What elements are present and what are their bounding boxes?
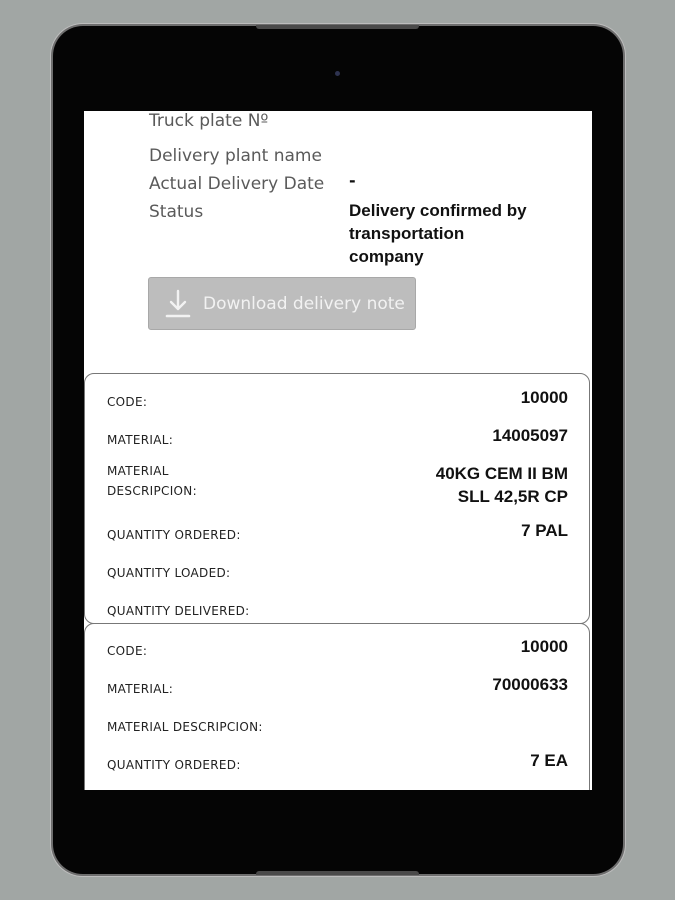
material-label: MATERIAL:	[107, 682, 174, 696]
material-description-label-line-1: MATERIAL	[107, 464, 169, 478]
download-label: Download delivery note	[203, 293, 405, 314]
material-description-label: MATERIAL DESCRIPCION:	[107, 720, 263, 734]
code-value: 10000	[520, 637, 568, 656]
actual-delivery-date-value: -	[349, 171, 356, 190]
material-description-label-line-2: DESCRIPCION:	[107, 484, 197, 498]
quantity-loaded-label: QUANTITY LOADED:	[107, 566, 231, 580]
delivery-plant-label: Delivery plant name	[149, 146, 322, 166]
material-value: 70000633	[492, 675, 568, 694]
quantity-ordered-label: QUANTITY ORDERED:	[107, 758, 241, 772]
material-description-value-line-2: SLL 42,5R CP	[457, 487, 568, 506]
status-label: Status	[149, 202, 204, 222]
item-card-1[interactable]	[84, 373, 590, 624]
truck-plate-label: Truck plate Nº	[149, 111, 269, 131]
material-description-value-line-1: 40KG CEM II BM	[435, 464, 568, 483]
code-value: 10000	[520, 388, 568, 407]
device-top-edge	[256, 25, 419, 29]
device-bottom-edge	[256, 871, 419, 875]
item-card-2[interactable]	[84, 623, 590, 790]
tablet-device	[53, 26, 623, 874]
material-label: MATERIAL:	[107, 433, 174, 447]
quantity-ordered-label: QUANTITY ORDERED:	[107, 528, 241, 542]
code-label: CODE:	[107, 395, 148, 409]
status-value: Delivery confirmed by transportation company	[349, 201, 527, 266]
quantity-ordered-value: 7 EA	[530, 751, 568, 770]
code-label: CODE:	[107, 644, 148, 658]
quantity-delivered-label: QUANTITY DELIVERED:	[107, 604, 250, 618]
download-icon	[165, 289, 191, 319]
actual-delivery-date-label: Actual Delivery Date	[149, 174, 325, 194]
download-delivery-note-button[interactable]	[148, 277, 416, 330]
quantity-ordered-value: 7 PAL	[521, 521, 568, 540]
app-screen	[84, 111, 592, 790]
material-value: 14005097	[492, 426, 568, 445]
camera-icon	[335, 71, 340, 76]
